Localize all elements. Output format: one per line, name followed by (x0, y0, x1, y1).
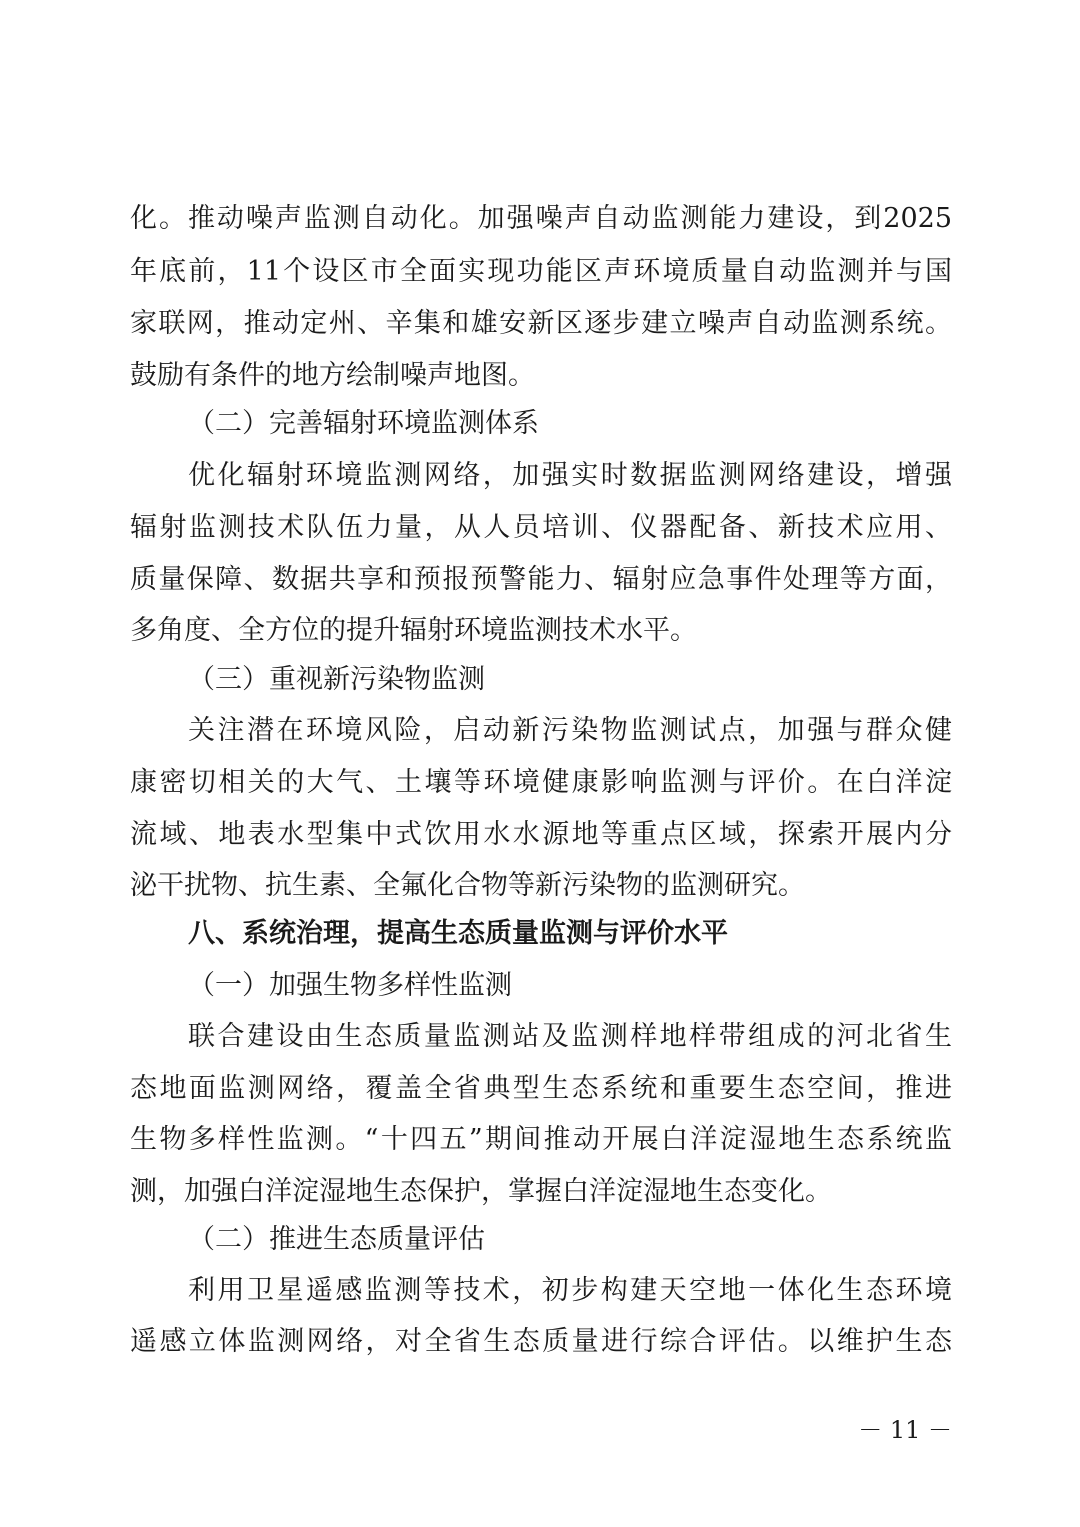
paragraph-line: 测，加强白洋淀湿地生态保护，掌握白洋淀湿地生态变化。 (130, 1176, 832, 1207)
subsection-heading: （一）加强生物多样性监测 (188, 970, 512, 1001)
paragraph-line: 关注潜在环境风险，启动新污染物监测试点，加强与群众健 (188, 715, 952, 746)
paragraph-line: 生物多样性监测。“十四五”期间推动开展白洋淀湿地生态系统监 (130, 1124, 952, 1155)
paragraph-line: 年底前，11个设区市全面实现功能区声环境质量自动监测并与国 (130, 256, 952, 287)
paragraph-line: 家联网，推动定州、辛集和雄安新区逐步建立噪声自动监测系统。 (130, 308, 952, 339)
paragraph-line: 化。推动噪声监测自动化。加强噪声自动监测能力建设，到2025 (130, 203, 952, 234)
paragraph-line: 利用卫星遥感监测等技术，初步构建天空地一体化生态环境 (188, 1275, 952, 1306)
paragraph-line: 优化辐射环境监测网络，加强实时数据监测网络建设，增强 (188, 460, 952, 491)
paragraph-line: 遥感立体监测网络，对全省生态质量进行综合评估。以维护生态 (130, 1326, 952, 1357)
paragraph-line: 泌干扰物、抗生素、全氟化合物等新污染物的监测研究。 (130, 870, 805, 901)
paragraph-line: 联合建设由生态质量监测站及监测样地样带组成的河北省生 (188, 1021, 952, 1052)
paragraph-line: 多角度、全方位的提升辐射环境监测技术水平。 (130, 615, 697, 646)
paragraph-line: 鼓励有条件的地方绘制噪声地图。 (130, 360, 535, 391)
subsection-heading: （三）重视新污染物监测 (188, 664, 485, 695)
paragraph-line: 质量保障、数据共享和预报预警能力、辐射应急事件处理等方面， (130, 564, 952, 595)
page-number: － 11 － (858, 1416, 952, 1444)
section-heading: 八、系统治理，提高生态质量监测与评价水平 (188, 918, 728, 949)
paragraph-line: 辐射监测技术队伍力量，从人员培训、仪器配备、新技术应用、 (130, 512, 952, 543)
paragraph-line: 康密切相关的大气、土壤等环境健康影响监测与评价。在白洋淀 (130, 767, 952, 798)
paragraph-line: 态地面监测网络，覆盖全省典型生态系统和重要生态空间，推进 (130, 1073, 952, 1104)
subsection-heading: （二）完善辐射环境监测体系 (188, 408, 539, 439)
paragraph-line: 流域、地表水型集中式饮用水水源地等重点区域，探索开展内分 (130, 819, 952, 850)
subsection-heading: （二）推进生态质量评估 (188, 1224, 485, 1255)
